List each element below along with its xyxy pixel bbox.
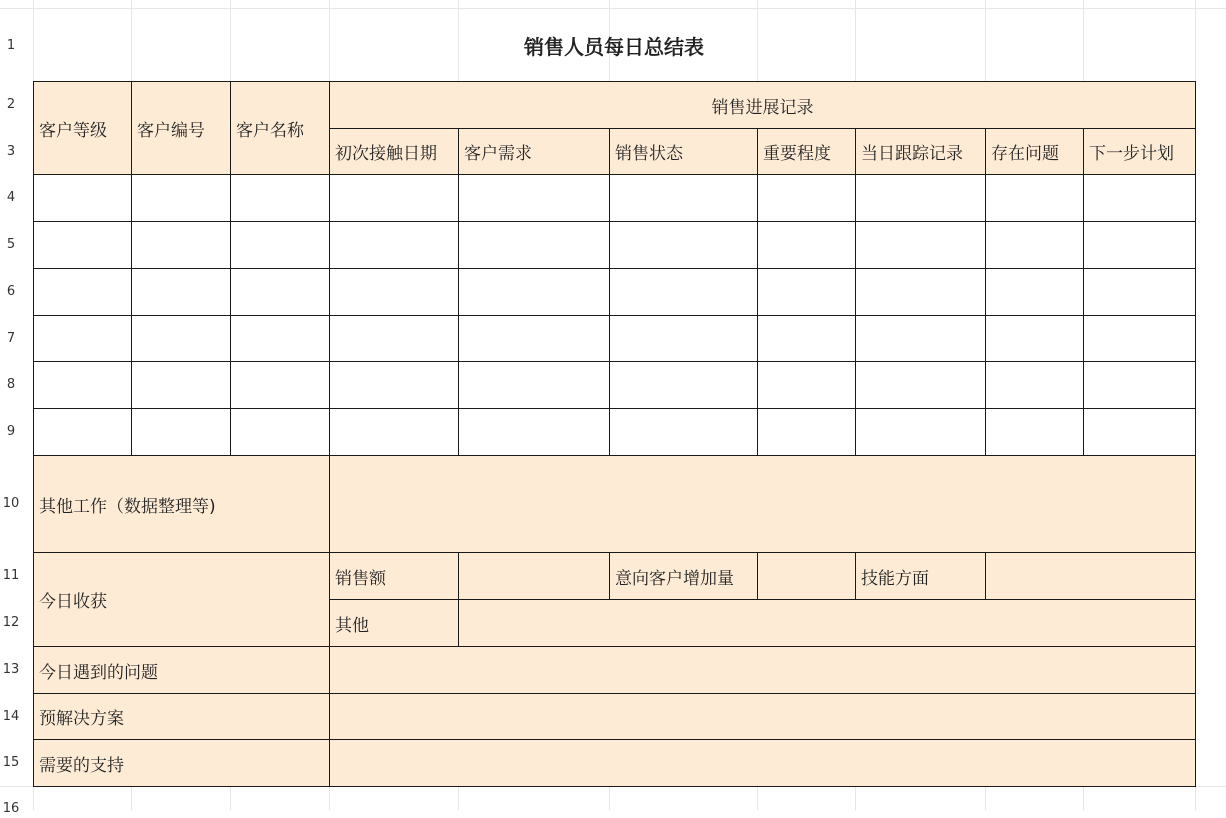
data-cell[interactable]: [757, 174, 856, 222]
data-cell[interactable]: [609, 174, 758, 222]
data-cell[interactable]: [131, 221, 231, 269]
data-cell[interactable]: [458, 408, 610, 456]
data-cell[interactable]: [33, 174, 132, 222]
header-customer-code[interactable]: 客户编号: [131, 81, 231, 175]
solution-label[interactable]: 预解决方案: [33, 693, 330, 740]
skills-label[interactable]: 技能方面: [855, 552, 986, 600]
harvest-label[interactable]: 今日收获: [33, 552, 330, 647]
header-customer-level[interactable]: 客户等级: [33, 81, 132, 175]
data-cell[interactable]: [458, 221, 610, 269]
data-cell[interactable]: [230, 221, 330, 269]
data-cell[interactable]: [131, 315, 231, 362]
row-number[interactable]: 8: [6, 377, 16, 392]
data-cell[interactable]: [757, 315, 856, 362]
data-cell[interactable]: [33, 408, 132, 456]
data-cell[interactable]: [609, 315, 758, 362]
row-number[interactable]: 1: [6, 37, 16, 53]
data-cell[interactable]: [985, 408, 1084, 456]
row-number[interactable]: 13: [2, 662, 20, 677]
data-cell[interactable]: [855, 315, 986, 362]
skills-value[interactable]: [985, 552, 1196, 600]
header-customer-name[interactable]: 客户名称: [230, 81, 330, 175]
data-cell[interactable]: [1083, 408, 1196, 456]
data-cell[interactable]: [1083, 221, 1196, 269]
support-label[interactable]: 需要的支持: [33, 739, 330, 787]
data-cell[interactable]: [985, 268, 1084, 316]
data-cell[interactable]: [757, 221, 856, 269]
harvest-other-label[interactable]: 其他: [329, 599, 459, 647]
data-cell[interactable]: [131, 174, 231, 222]
data-cell[interactable]: [329, 174, 459, 222]
row-number[interactable]: 14: [2, 708, 20, 724]
row-number[interactable]: 3: [6, 143, 16, 159]
problems-label[interactable]: 今日遇到的问题: [33, 646, 330, 694]
data-cell[interactable]: [985, 361, 1084, 409]
data-cell[interactable]: [1083, 361, 1196, 409]
data-cell[interactable]: [609, 268, 758, 316]
data-cell[interactable]: [757, 361, 856, 409]
header-sales-progress[interactable]: 销售进展记录: [329, 81, 1196, 129]
data-cell[interactable]: [609, 408, 758, 456]
data-cell[interactable]: [329, 268, 459, 316]
row-number[interactable]: 4: [6, 190, 16, 205]
data-cell[interactable]: [757, 268, 856, 316]
data-cell[interactable]: [33, 221, 132, 269]
row-number[interactable]: 9: [6, 424, 16, 439]
data-cell[interactable]: [985, 315, 1084, 362]
header-importance[interactable]: 重要程度: [757, 128, 856, 175]
data-cell[interactable]: [1083, 268, 1196, 316]
intent-customers-value[interactable]: [757, 552, 856, 600]
row-number[interactable]: 6: [6, 284, 16, 299]
data-cell[interactable]: [230, 174, 330, 222]
header-existing-issues[interactable]: 存在问题: [985, 128, 1084, 175]
sales-amount-value[interactable]: [458, 552, 610, 600]
data-cell[interactable]: [609, 221, 758, 269]
data-cell[interactable]: [329, 361, 459, 409]
data-cell[interactable]: [329, 315, 459, 362]
sales-amount-label[interactable]: 销售额: [329, 552, 459, 600]
row-number[interactable]: 2: [6, 97, 16, 112]
data-cell[interactable]: [855, 408, 986, 456]
data-cell[interactable]: [985, 221, 1084, 269]
data-cell[interactable]: [855, 361, 986, 409]
solution-value[interactable]: [329, 693, 1196, 740]
data-cell[interactable]: [609, 361, 758, 409]
row-number[interactable]: 10: [2, 496, 20, 511]
intent-customers-label[interactable]: 意向客户增加量: [609, 552, 758, 600]
data-cell[interactable]: [458, 174, 610, 222]
sheet-title[interactable]: 销售人员每日总结表: [524, 34, 704, 59]
support-value[interactable]: [329, 739, 1196, 787]
data-cell[interactable]: [131, 408, 231, 456]
data-cell[interactable]: [329, 408, 459, 456]
data-cell[interactable]: [1083, 174, 1196, 222]
harvest-other-value[interactable]: [458, 599, 1196, 647]
row-number[interactable]: 7: [6, 330, 16, 346]
problems-value[interactable]: [329, 646, 1196, 694]
row-number[interactable]: 16: [2, 800, 20, 816]
data-cell[interactable]: [985, 174, 1084, 222]
data-cell[interactable]: [230, 315, 330, 362]
header-customer-needs[interactable]: 客户需求: [458, 128, 610, 175]
row-number[interactable]: 11: [2, 568, 20, 583]
row-number[interactable]: 5: [6, 237, 16, 252]
data-cell[interactable]: [33, 361, 132, 409]
data-cell[interactable]: [855, 221, 986, 269]
data-cell[interactable]: [458, 361, 610, 409]
data-cell[interactable]: [230, 361, 330, 409]
row-number[interactable]: 15: [2, 755, 20, 770]
other-work-value[interactable]: [329, 455, 1196, 553]
data-cell[interactable]: [33, 268, 132, 316]
other-work-label[interactable]: 其他工作（数据整理等): [33, 455, 330, 553]
data-cell[interactable]: [131, 268, 231, 316]
data-cell[interactable]: [458, 315, 610, 362]
data-cell[interactable]: [458, 268, 610, 316]
data-cell[interactable]: [329, 221, 459, 269]
data-cell[interactable]: [230, 408, 330, 456]
row-number[interactable]: 12: [2, 615, 20, 630]
header-daily-tracking[interactable]: 当日跟踪记录: [855, 128, 986, 175]
header-first-contact-date[interactable]: 初次接触日期: [329, 128, 459, 175]
header-next-plan[interactable]: 下一步计划: [1083, 128, 1196, 175]
header-sales-status[interactable]: 销售状态: [609, 128, 758, 175]
data-cell[interactable]: [131, 361, 231, 409]
data-cell[interactable]: [855, 268, 986, 316]
data-cell[interactable]: [855, 174, 986, 222]
data-cell[interactable]: [757, 408, 856, 456]
data-cell[interactable]: [230, 268, 330, 316]
data-cell[interactable]: [33, 315, 132, 362]
data-cell[interactable]: [1083, 315, 1196, 362]
